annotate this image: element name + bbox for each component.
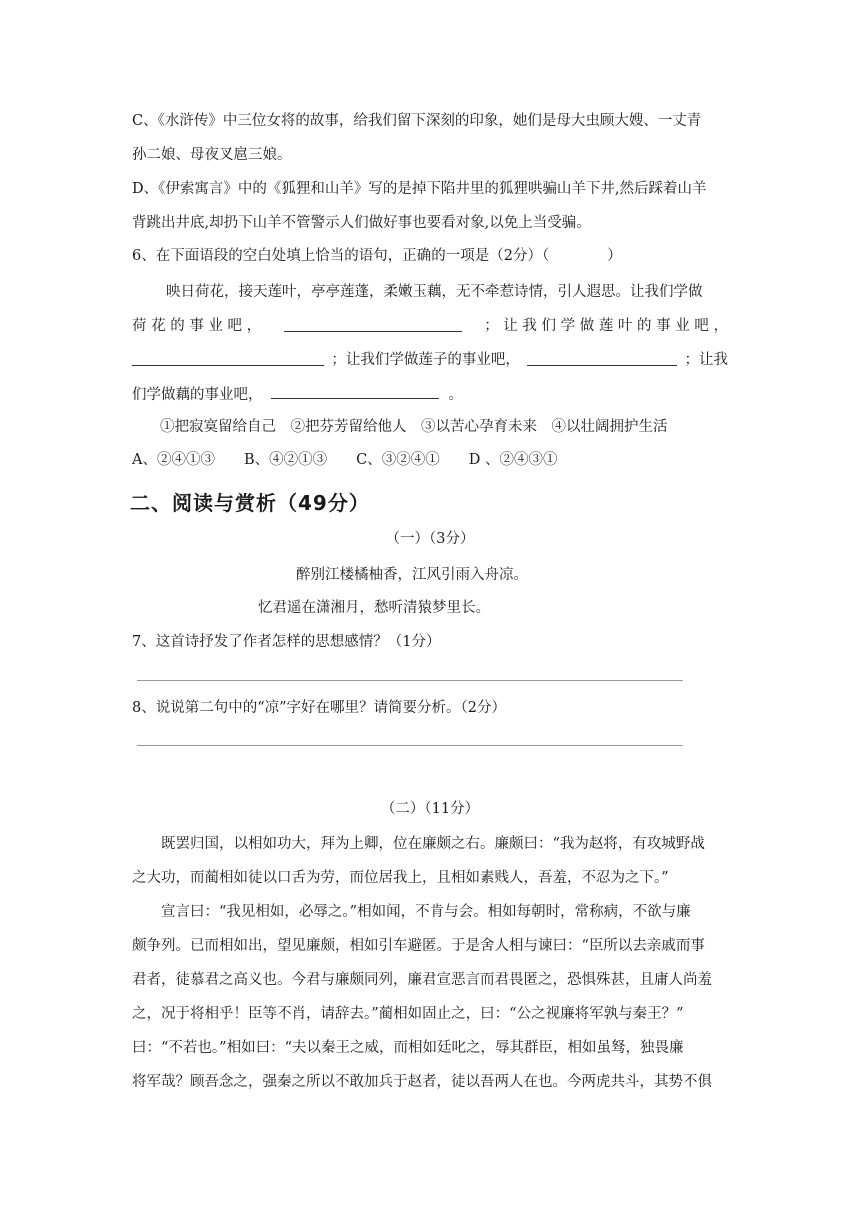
answer-blank-1[interactable]: [284, 316, 462, 332]
passage-line-1: 映日荷花，接天莲叶，亭亭莲蓬，柔嫩玉藕，无不牵惹诗情，引人遐思。让我们学做: [166, 284, 703, 300]
question-7: 7、这首诗抒发了作者怎样的思想感情？（1分）: [132, 634, 441, 650]
passage-line-4: 们学做藕的事业吧， 。: [132, 383, 463, 405]
prose-line-1: 既罢归国，以相如功大，拜为上卿，位在廉颇之右。廉颇曰：“我为赵将，有攻城野战: [161, 836, 705, 852]
part-1-title: （一）（3分）: [385, 531, 475, 547]
option-d-line2: 背跳出井底,却扔下山羊不管警示人们做好事也要看对象,以免上当受骗。: [132, 215, 591, 231]
poem-line-2: 忆君遥在潇湘月，愁听清猿梦里长。: [258, 600, 490, 616]
option-c-line1: C、《水浒传》中三位女将的故事，给我们留下深刻的印象，她们是母大虫顾大嫂、一丈青: [132, 113, 702, 129]
question-6-items: ①把寂寞留给自己 ②把芬芳留给他人 ③以苦心孕育未来 ④以壮阔拥护生活: [160, 419, 668, 435]
prose-line-7: 曰：“不若也。”相如曰：“夫以秦王之威，而相如廷叱之，辱其群臣，相如虽驽，独畏廉: [132, 1040, 684, 1056]
question-6-choices: A、②④①③ B、④②①③ C、③②④① D 、②④③①: [132, 452, 558, 468]
option-c-line2: 孙二娘、母夜叉扈三娘。: [132, 147, 292, 163]
prose-line-8: 将军哉？顾吾念之，强秦之所以不敢加兵于赵者，徒以吾两人在也。今两虎共斗，其势不俱: [132, 1074, 712, 1090]
passage-line-3: ；让我们学做莲子的事业吧， ；让我: [132, 350, 728, 370]
answer-blank-4[interactable]: [271, 383, 439, 399]
prose-line-6: 之，况于将相乎！臣等不肖，请辞去。”蔺相如固止之，曰：“公之视廉将军孰与秦王？”: [132, 1006, 684, 1022]
poem-line-1: 醉别江楼橘柚香，江风引雨入舟凉。: [296, 567, 528, 583]
section-2-heading: 二、阅读与赏析（49分）: [130, 491, 370, 515]
prose-line-5: 君者，徒慕君之高义也。今君与廉颇同列，廉君宣恶言而君畏匿之，恐惧殊甚，且庸人尚羞: [132, 972, 712, 988]
prose-line-3: 宣言曰：“我见相如，必辱之。”相如闻，不肯与会。相如每朝时，常称病，不欲与廉: [161, 904, 691, 920]
part-2-title: （二）（11分）: [380, 801, 480, 817]
passage-line-2: 荷 花 的 事 业 吧 ， ； 让 我 们 学 做 莲 叶 的 事 业 吧 ，: [132, 318, 728, 334]
option-d-line1: D、《伊索寓言》中的《狐狸和山羊》写的是掉下陷井里的狐狸哄骗山羊下井,然后踩着山羊: [132, 181, 707, 197]
answer-blank-3[interactable]: [527, 350, 677, 366]
prose-line-2: 之大功，而蔺相如徒以口舌为劳，而位居我上，且相如素贱人，吾羞，不忍为之下。”: [132, 870, 669, 886]
answer-blank-2[interactable]: [132, 350, 324, 366]
question-8: 8、说说第二句中的“凉”字好在哪里？请简要分析。（2分）: [132, 700, 507, 716]
prose-line-4: 颇争列。已而相如出，望见廉颇，相如引车避匿。于是舍人相与谏曰：“臣所以去亲戚而事: [132, 938, 705, 954]
answer-line-q7[interactable]: [137, 680, 683, 681]
question-6-stem: 6、在下面语段的空白处填上恰当的语句，正确的一项是（2分）（ ）: [132, 248, 622, 264]
answer-line-q8[interactable]: [137, 745, 683, 746]
